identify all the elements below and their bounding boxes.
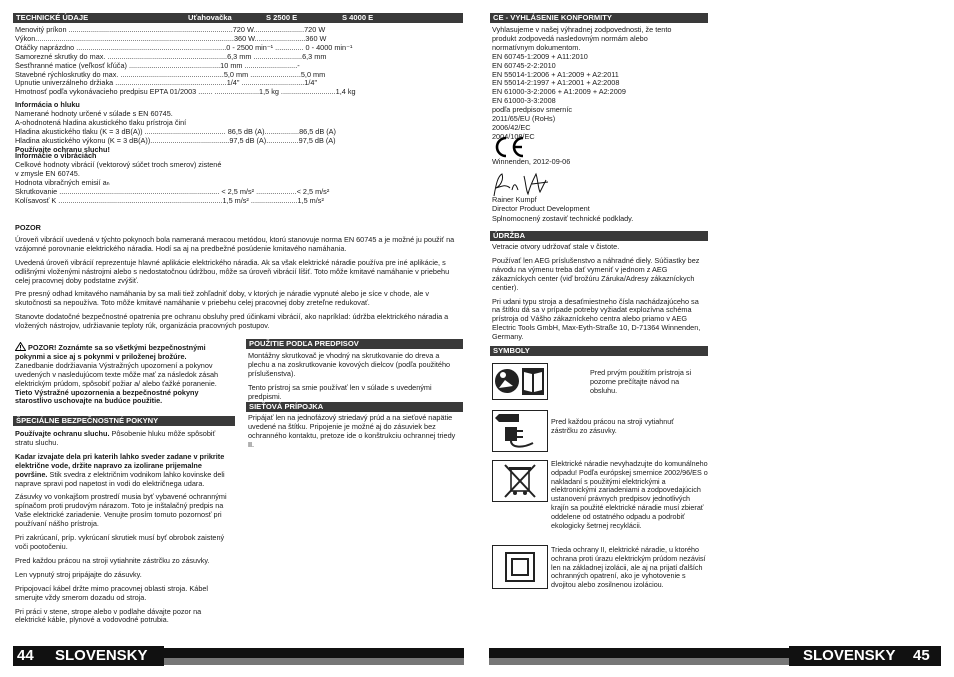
warning-text: Zanedbanie dodržiavania Výstražných upozornení a pokynov uvedených v nasledujúcom texte môže mať za následok zásah elektrickým prúdom, spôsobiť požiar a/ alebo ťažké poranenie. — [15, 360, 219, 388]
ce-line: EN 61000-3-2:2006 + A1:2009 + A2:2009 — [492, 87, 626, 97]
special-p1-text: Pôsobenie hluku môže spôsobiť stratu sluchu. — [15, 429, 216, 447]
noise-line: Hladina akustického tlaku (K = 3 dB(A)) ........................................ 86,5 dB (A).................86,5 dB (A) — [15, 127, 336, 136]
maintenance-paragraph: Vetracie otvory udržovať stale v čistote. — [492, 242, 620, 251]
spec-col-model: Uťahovačka — [188, 13, 232, 22]
signer-block — [492, 196, 708, 214]
class-ii-insulation-icon — [493, 546, 547, 588]
special-paragraph: Pri práci v stene, strope alebo v podlahe dávajte pozor na elektrické káble, plynové a vodovodné potrubia. — [15, 606, 202, 625]
noise-line: A-ohodnotená hladina akustického tlaku prístroja činí — [15, 118, 187, 127]
warning-bold-text: POZOR! Zoznámte sa so všetkými bezpečnostnými pokynmi a sice aj s pokynmi v priloženej brožúre. — [15, 343, 206, 361]
pozor-paragraph: Pre presný odhad kmitavého namáhania by sa mali tiež zohľadniť doby, v ktorých je náradie vypnuté alebo je síce v chode, ale v skutočnosti sa nepoužíva. Toto môže kmitavé namáhanie v priebehu celej pracovnej doby zreteľne redukovať. — [15, 289, 429, 308]
ce-line: EN 55014-1:2006 + A1:2009 + A2:2011 — [492, 69, 619, 79]
noise-warning: Používajte ochranu sluchu! — [15, 144, 110, 154]
noise-line: Namerané hodnoty určené v súlade s EN 60745. — [15, 109, 173, 118]
ce-header: CE - VYHLÁSENIE KONFORMITY — [490, 13, 708, 23]
ce-line: normatívnym dokumentom. — [492, 42, 581, 52]
spec-col-s4000: S 4000 E — [342, 13, 374, 22]
right-footer-grey-bar — [489, 657, 789, 665]
spec-table-header — [13, 13, 463, 23]
symbol-unplug-text: Pred každou prácou na stroji vytiahnuť zástrčku zo zásuvky. — [551, 417, 674, 435]
ce-line: EN 60745-1:2009 + A11:2010 — [492, 51, 588, 61]
maintenance-paragraph: Pri udani typu stroja a desaťmiestneho čísla nachádzajúceho sa na štítku dá sa v prípade potreby vyžiadat explozívna schéma prístroja od Vášho zákazníckeho centra alebo priamo v AEG Electric Tools GmbH, Max-Eyth-Straße 10, D-71364 Winnenden, Germany. — [492, 296, 701, 342]
signer-name: Rainer Kumpf — [492, 195, 537, 204]
warning-triangle-icon — [15, 342, 26, 351]
special-paragraph: Pripojovací kábel držte mimo pracovnej oblasti stroja. Kábel smerujte vždy smerom dozadu od stroja. — [15, 583, 209, 602]
signature-icon — [490, 170, 560, 198]
usage-paragraph: Montážny skrutkovač je vhodný na skrutkovanie do dreva a plechu a na zoskrutkovanie kovových dielcov (podľa použitého príslušenstva). — [248, 351, 451, 378]
unplug-icon — [493, 411, 547, 451]
ce-line: EN 61000-3-3:2008 — [492, 96, 556, 106]
usage-section — [248, 352, 460, 407]
read-manual-icon — [493, 364, 547, 399]
special-paragraph: Len vypnutý stroj pripájajte do zásuvky. — [15, 569, 142, 579]
symbol-read-manual-text: Pred prvým použitím prístroja si pozorne prečítajte návod na obsluhu. — [590, 368, 692, 395]
left-footer-label — [13, 646, 164, 666]
special-paragraph: Zásuvky vo vonkajšom prostredí musia byť vybavené ochrannými spínačom proti prudovým nárazom. Toto je inštalačný predpis na Vaše elektrické zariadenie. Venujte prosím tomuto pozornosť pri používaní nášho prístroja. — [15, 492, 227, 529]
noise-line: Hladina akustického výkonu (K = 3 dB(A)).......................................97,5 dB (A)................97,5 dB (A) — [15, 136, 336, 145]
ce-line: 2004/108/EC — [492, 131, 535, 141]
read-manual-icon-box — [492, 363, 548, 400]
ce-line: 2011/65/EU (RoHs) — [492, 114, 556, 124]
warning-keep-text: Tieto Výstražné upozornenia a bezpečnostné pokyny starostlivo uschovajte na budúce použitie. — [15, 387, 199, 406]
pozor-section — [15, 224, 462, 336]
vibration-info — [15, 152, 395, 205]
pozor-paragraph: Uvedená úroveň vibrácií reprezentuje hlavné aplikácie elektrického náradia. Ak sa však elektrické náradie používa pre iné aplikácie, s odlišnými vloženými nástrojmi alebo s nedostatočnou údržbou, môže sa úroveň vibrácií líšiť. Toto môže kmitavé namáhanie v priebehu celej pracovnej doby podstatne zvýšiť. — [15, 257, 450, 285]
ce-declaration — [492, 26, 708, 142]
right-language-label: SLOVENSKY — [803, 647, 896, 664]
special-p1-bold: Používajte ochranu sluchu. — [15, 429, 110, 438]
spec-row: Otáčky naprázdno ..........................................................................0 - 2500 min⁻¹ .............. 0 - 4000 min⁻¹ — [15, 43, 353, 52]
left-footer-grey-bar — [164, 657, 464, 665]
unplug-icon-box — [492, 410, 548, 452]
spec-rows — [15, 26, 395, 97]
usage-paragraph: Tento prístroj sa smie používať len v súlade s uvedenými predpismi. — [248, 382, 432, 401]
symbol-class-ii-text: Trieda ochrany II, elektrické náradie, u ktorého ochrana proti úrazu elektrickým prúdom nezávisí len na základnej izolácii, ale aj na prijatí ďalších ochranných opatrení, ako je vyhotovenie s dvojitou alebo zosilnenou izoláciou. — [551, 545, 706, 590]
spec-col-s2500: S 2500 E — [266, 13, 298, 22]
weee-bin-icon-box — [492, 460, 548, 502]
special-safety-section — [15, 430, 227, 630]
spec-row: Hmotnosť podľa vykonávacieho predpisu EPTA 01/2003 ....... ......................1,5 kg ...........................1,4 kg — [15, 88, 356, 97]
vibration-line: v zmysle EN 60745. — [15, 169, 80, 178]
ce-line: produkt zodpovedá nasledovným normám alebo — [492, 33, 648, 43]
usage-header: POUŽITIE PODĽA PREDPISOV — [246, 339, 463, 349]
left-page-number: 44 — [17, 647, 34, 664]
maintenance-section — [492, 243, 706, 347]
maintenance-paragraph: Používať len AEG príslušenstvo a náhradné diely. Súčiastky bez návodu na výmenu treba dať vymeniť v jednom z AEG zákazníckych center (viď brožúru Záruka/Adresy zákazníckych centier). — [492, 255, 700, 292]
vibration-line: Celkové hodnoty vibrácií (vektorový súčet troch smerov) zistené — [15, 160, 222, 169]
spec-row: Šesťhranné matice (veľkosť kľúča) .............................................10 mm ..........................- — [15, 61, 300, 70]
ce-mark-icon — [492, 135, 526, 159]
vibration-title: Informácie o vibráciách — [15, 151, 97, 160]
symbols-header: SYMBOLY — [490, 346, 708, 356]
spec-row: Výkon..................................................................................................360 W.........................360 W — [15, 34, 327, 43]
spec-row: Stavebné rýchloskrutky do max. ...................................................5,0 mm .........................5,0 mm — [15, 70, 326, 79]
ce-line: 2006/42/EC — [492, 122, 531, 132]
vibration-line: Kolísavosť K .................................................................................1,5 m/s² .......................1,5 m/s² — [15, 196, 324, 205]
special-paragraph: Pri zakrúcaní, príp. vykrúcaní skrutiek musí byť obrobok zaistený voči pootočeniu. — [15, 533, 225, 551]
spec-title: TECHNICKÉ ÚDAJE — [16, 13, 89, 22]
noise-info — [15, 101, 395, 154]
special-p2-bold: Kadar izvajate dela pri katerih lahko sveder zadane v prikrite električne vode, držite napravo za izolirane prijemalne površine. — [15, 451, 225, 479]
class-ii-icon-box — [492, 545, 548, 589]
general-warning — [15, 342, 227, 406]
signer-title: Director Product Development — [492, 203, 590, 213]
spec-row: Samorezné skrutky do max. ...........................................................6,3 mm ........................6,3 mm — [15, 52, 327, 61]
mains-text: Pripájať len na jednofázový striedavý prúd a na sieťové napätie uvedené na štítku. Pripojenie je možné aj do zásuviek bez ochranného kontaktu, pretoze ide o konštrukciu ochrannej triedy II. — [248, 413, 456, 449]
vibration-line: Skrutkovanie ............................................................................... < 2,5 m/s² ....................< 2,5 m/s² — [15, 187, 330, 196]
place-date: Winnenden, 2012-09-06 — [492, 157, 571, 166]
spec-row: Menovitý príkon .................................................................................720 W.........................720 W — [15, 26, 326, 34]
right-page-number: 45 — [913, 647, 930, 664]
ce-line: Vyhlasujeme v našej výhradnej zodpovednosti, že tento — [492, 25, 672, 34]
ce-line: EN 55014-2:1997 + A1:2001 + A2:2008 — [492, 78, 620, 88]
spec-row: Upnutie univerzálneho držiaka .......................................................1/4" ...............................1/4" — [15, 79, 318, 88]
mains-header: SIEŤOVÁ PRÍPOJKA — [246, 402, 463, 412]
ce-line: EN 60745-2-2:2010 — [492, 60, 556, 70]
special-paragraph: Pred každou prácou na stroji vytiahnite zástrčku zo zásuvky. — [15, 555, 210, 565]
mains-section — [248, 414, 460, 455]
pozor-title: POZOR — [15, 223, 41, 232]
maintenance-header: ÚDRŽBA — [490, 231, 708, 241]
pozor-paragraph: Stanovte dodatočné bezpečnostné opatrenia pre ochranu obsluhy pred účinkami vibrácií, ako napríklad: údržba elektrického náradia a vložených nástrojov, udržiavanie teploty rúk, organizácia pracovných postupov. — [15, 312, 449, 331]
tech-docs-note: Splnomocnený zostaviť technické podklady. — [492, 214, 634, 223]
right-footer-label — [789, 646, 941, 666]
ce-line: podľa predpisov smerníc — [492, 105, 573, 115]
crossed-bin-icon — [493, 461, 547, 501]
pozor-paragraph: Úroveň vibrácií uvedená v týchto pokynoch bola nameraná meracou metódou, ktorú stanovuje norma EN 60745 a je možné ju použiť na vzájomné porovnanie elektrického náradia. Hodí sa aj na predbežné posúdenie kmitavého namáhania. — [15, 234, 455, 253]
special-p2-text: Stik svedra z električnim vodnikom lahko kovinske deli naprave spravi pod napetost in vodi do električnega udara. — [15, 469, 225, 488]
noise-title: Informácia o hluku — [15, 100, 80, 109]
special-safety-header: ŠPECIÁLNE BEZPEČNOSTNÉ POKYNY — [13, 416, 235, 426]
symbol-weee-text: Elektrické náradie nevyhadzujte do komunálneho odpadu! Podľa európskej smernice 2002/96/ES o nakladaní s použitými elektrickými a elektronickými zariadeniami a zodpovedajúcich ustanovení právnych predpisov jednotlivých krajín sa použité elektrické náradie musí zbierať oddelene od ostatného odpadu a podrobiť ekologicky šetrnej recyklácii. — [551, 459, 708, 530]
vibration-line: Hodnota vibračných emisií aₕ — [15, 178, 110, 187]
left-language-label: SLOVENSKY — [55, 647, 148, 664]
